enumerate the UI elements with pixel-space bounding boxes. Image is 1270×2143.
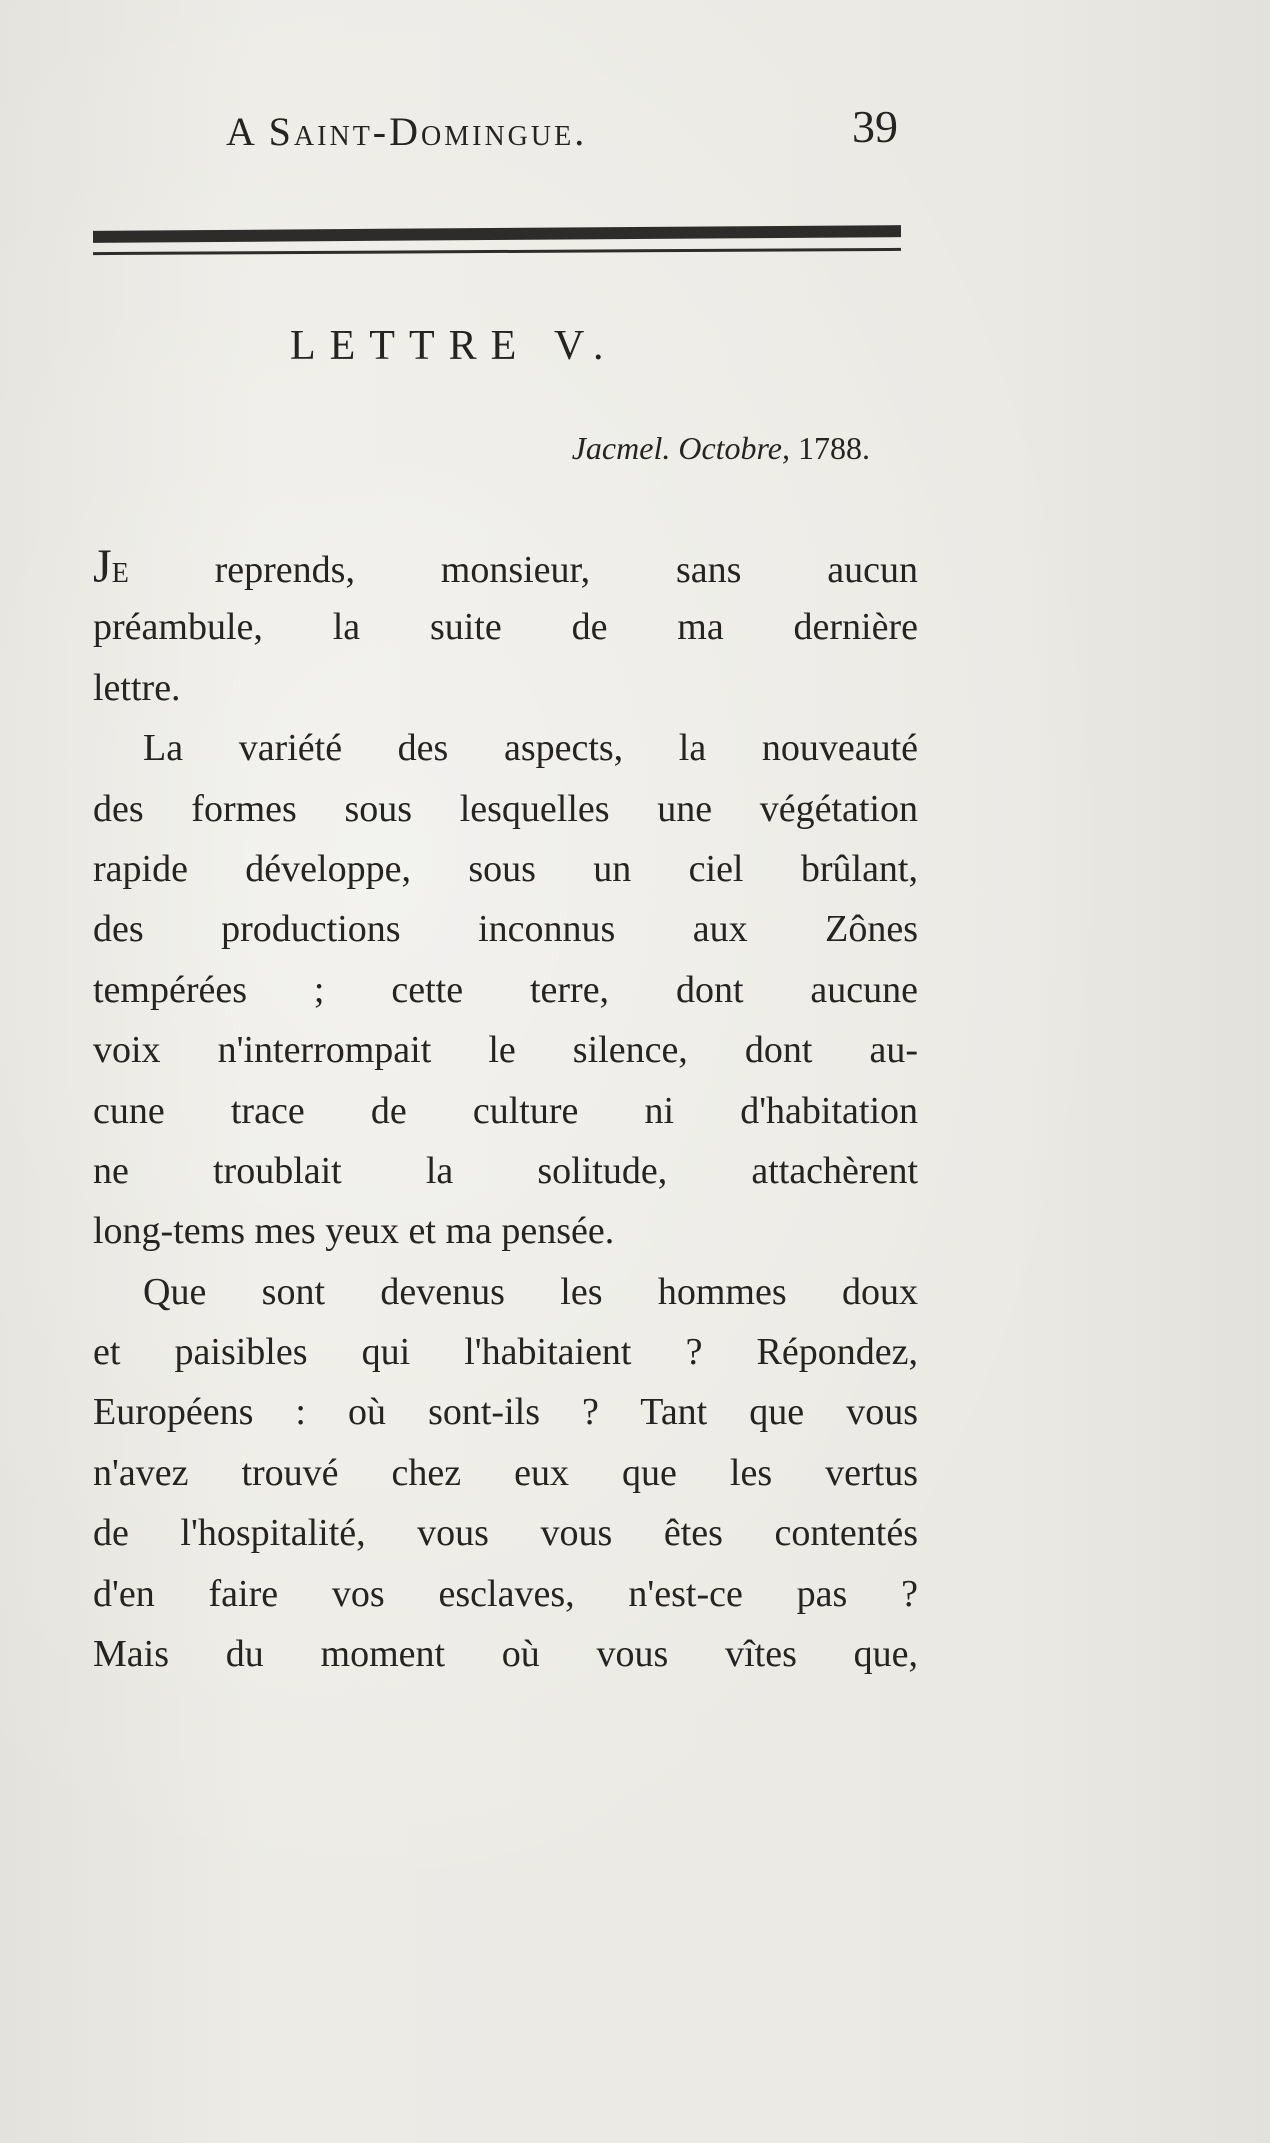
first-line-rest: reprends, monsieur, sans aucun [128, 549, 918, 591]
dateline-year: 1788. [798, 430, 870, 466]
text-line: long-tems mes yeux et ma pensée. [93, 1210, 615, 1253]
text-line [93, 537, 918, 597]
text-line: lettre. [93, 666, 181, 709]
text-line: de l'hospitalité, vous vous êtes contentés [93, 1512, 918, 1555]
text-line: Mais du moment où vous vîtes que, [93, 1633, 918, 1676]
text-line: des formes sous lesquelles une végétation [93, 787, 918, 830]
body-text [93, 537, 918, 1684]
dateline-place: Jacmel. Octobre, [571, 430, 790, 466]
text-line: cune trace de culture ni d'habitation [93, 1089, 918, 1132]
initial-letter: J [93, 540, 112, 593]
text-line: des productions inconnus aux Zônes [93, 908, 918, 951]
ornamental-rule [93, 225, 901, 243]
text-line: et paisibles qui l'habitaient ? Répondez, [93, 1331, 918, 1374]
text-line: rapide développe, sous un ciel brûlant, [93, 847, 918, 890]
small-caps-letter: E [111, 558, 129, 589]
text-line: Que sont devenus les hommes doux [143, 1270, 918, 1313]
letter-title: LETTRE V. [290, 323, 618, 369]
thin-rule [93, 248, 901, 255]
text-line: voix n'interrompait le silence, dont au- [93, 1029, 918, 1072]
running-head: A Saint-Domingue. [226, 109, 588, 154]
text-line: ne troublait la solitude, attachèrent [93, 1149, 918, 1192]
text-line: préambule, la suite de ma dernière [93, 606, 918, 649]
dateline [572, 430, 870, 467]
text-line: tempérées ; cette terre, dont aucune [93, 968, 918, 1011]
text-line: La variété des aspects, la nouveauté [143, 727, 918, 770]
text-line: d'en faire vos esclaves, n'est-ce pas ? [93, 1572, 918, 1615]
page-number: 39 [852, 101, 898, 152]
text-line: Européens : où sont-ils ? Tant que vous [93, 1391, 918, 1434]
text-line: n'avez trouvé chez eux que les vertus [93, 1451, 918, 1494]
